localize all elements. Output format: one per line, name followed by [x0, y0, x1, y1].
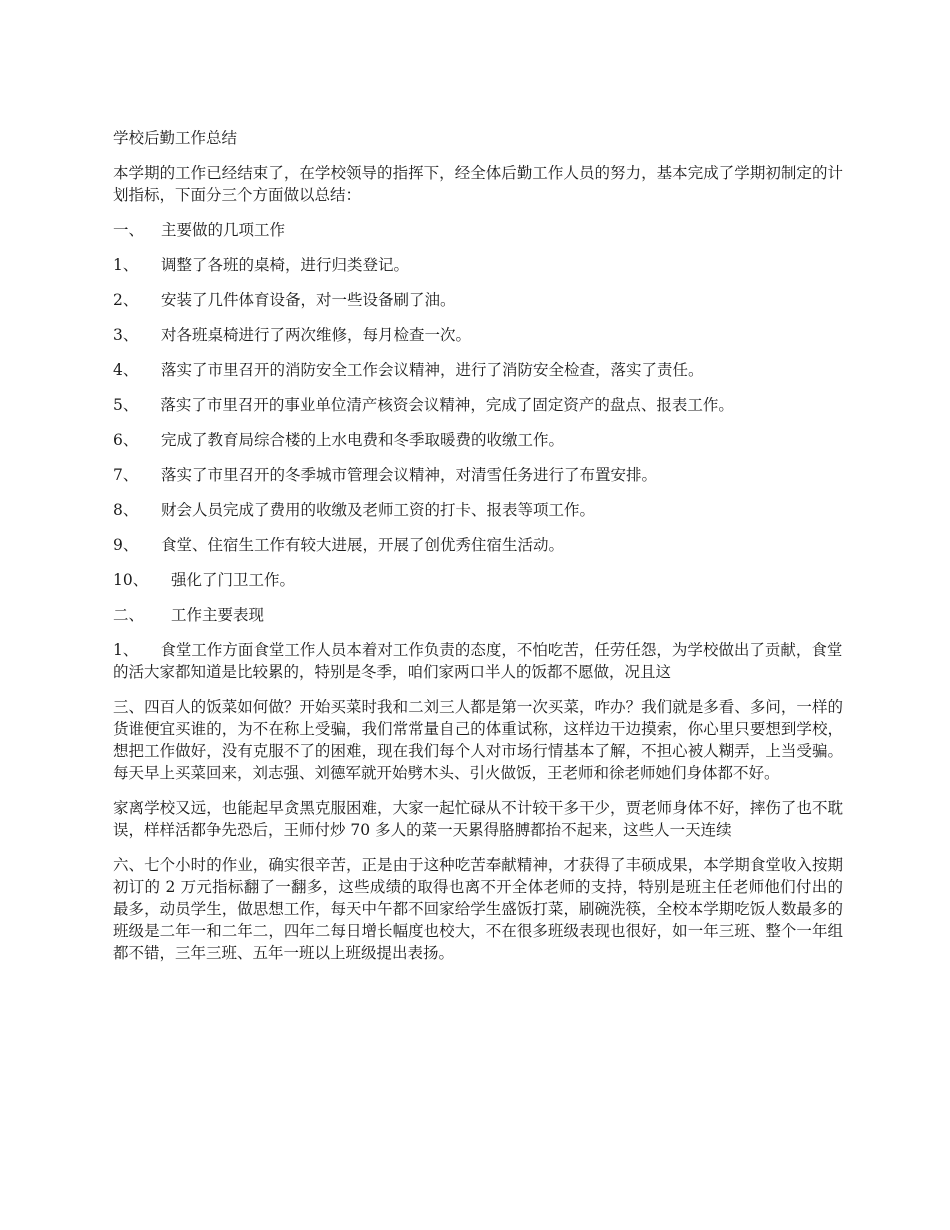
item-number: 8、	[113, 501, 139, 519]
section-heading-1	[113, 219, 843, 241]
list-item	[113, 464, 843, 486]
item-text: 落实了市里召开的冬季城市管理会议精神，对清雪任务进行了布置安排。	[161, 466, 658, 484]
list-item	[113, 499, 843, 521]
document-title: 学校后勤工作总结	[113, 129, 238, 147]
item-text: 对各班桌椅进行了两次维修，每月检查一次。	[161, 326, 472, 344]
item-text: 调整了各班的桌椅，进行归类登记。	[161, 256, 410, 274]
document-page	[113, 127, 843, 977]
list-item	[113, 324, 843, 346]
list-item	[113, 429, 843, 451]
item-number: 1、	[113, 641, 139, 659]
item-text: 强化了门卫工作。	[171, 571, 296, 589]
section-title: 主要做的几项工作	[161, 221, 286, 239]
item-text: 财会人员完成了费用的收缴及老师工资的打卡、报表等项工作。	[161, 501, 596, 519]
list-item	[113, 569, 843, 591]
item-number: 7、	[113, 466, 139, 484]
item-text: 安装了几件体育设备，对一些设备刷了油。	[161, 291, 456, 309]
body-paragraph: 三、四百人的饭菜如何做？开始买菜时我和二刘三人都是第一次买菜，咋办？我们就是多看、多问，一样的货谁便宜买谁的，为不在称上受骗，我们常常量自己的体重试称，这样边干边摸索，你心里只要想到学校，想把工作做好，没有克服不了的困难，现在我们每个人对市场行情基本了解，不担心被人糊弄，上当受骗。每天早上买菜回来，刘志强、刘德军就开始劈木头、引火做饭，王老师和徐老师她们身体都不好。	[113, 698, 843, 782]
item-number: 6、	[113, 431, 139, 449]
body-paragraph: 六、七个小时的作业，确实很辛苦，正是由于这种吃苦奉献精神，才获得了丰硕成果，本学期食堂收入按期初订的 2 万元指标翻了一翻多，这些成绩的取得也离不开全体老师的支持，特别是班主任老师他们付出的最多，动员学生，做思想工作，每天中午都不回家给学生盛饭打菜，刷碗洗筷，全校本学期吃饭人数最多的班级是二年一和二年二，四年二每日增长幅度也校大，不在很多班级表现也很好，如一年三班、整个一年组都不错，三年三班、五年一班以上班级提出表扬。	[113, 856, 843, 962]
body-paragraph: 家离学校又远，也能起早贪黑克服困难，大家一起忙碌从不计较干多干少，贾老师身体不好，摔伤了也不耽误，样样活都争先恐后，王师付炒 70 多人的菜一天累得胳膊都抬不起来，这些人一天连续	[113, 799, 843, 839]
item-number: 9、	[113, 536, 139, 554]
intro-paragraph: 本学期的工作已经结束了，在学校领导的指挥下，经全体后勤工作人员的努力，基本完成了学期初制定的计划指标，下面分三个方面做以总结：	[113, 164, 843, 204]
item-number: 10、	[113, 571, 149, 589]
list-item	[113, 394, 843, 416]
section-title: 工作主要表现	[171, 606, 265, 624]
item-text: 落实了市里召开的消防安全工作会议精神，进行了消防安全检查，落实了责任。	[161, 361, 704, 379]
item-text: 完成了教育局综合楼的上水电费和冬季取暖费的收缴工作。	[161, 431, 565, 449]
item-text: 食堂、住宿生工作有较大进展，开展了创优秀住宿生活动。	[161, 536, 565, 554]
list-item	[113, 254, 843, 276]
item-number: 1、	[113, 256, 139, 274]
section-number: 二、	[113, 606, 145, 624]
subsection-paragraph	[113, 639, 843, 683]
section-number: 一、	[113, 221, 145, 239]
list-item	[113, 534, 843, 556]
item-number: 2、	[113, 291, 139, 309]
section-heading-2	[113, 604, 843, 626]
list-item	[113, 359, 843, 381]
item-number: 4、	[113, 361, 139, 379]
list-item	[113, 289, 843, 311]
paragraph-text: 食堂工作方面食堂工作人员本着对工作负责的态度，不怕吃苦，任劳任怨，为学校做出了贡献，食堂的活大家都知道是比较累的，特别是冬季，咱们家两口半人的饭都不愿做，况且这	[113, 641, 843, 681]
item-number: 3、	[113, 326, 139, 344]
item-text: 落实了市里召开的事业单位清产核资会议精神，完成了固定资产的盘点、报表工作。	[160, 396, 734, 414]
item-number: 5、	[113, 396, 139, 414]
